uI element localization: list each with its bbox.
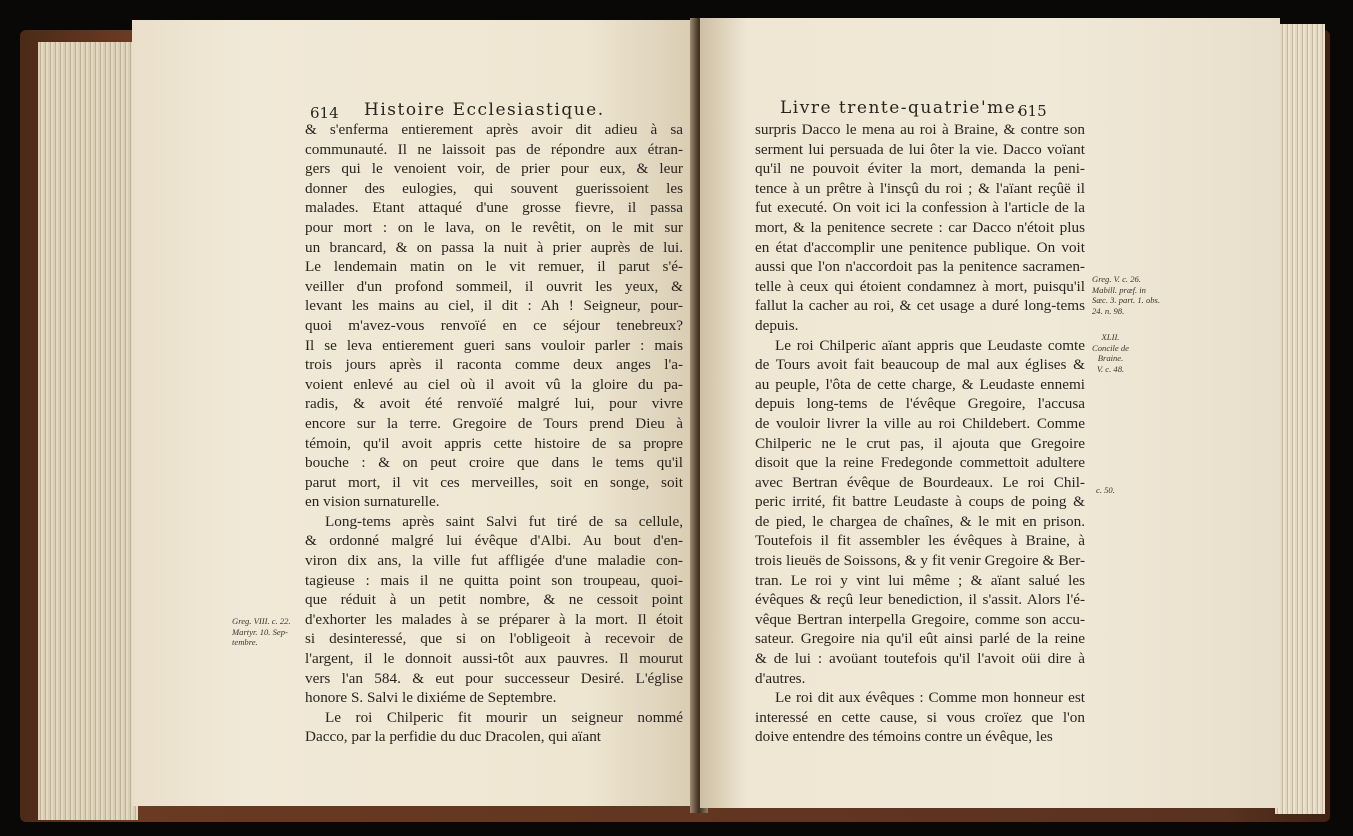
text-line: disoit que la reine Fredegonde commettoit adultere [755,454,1085,472]
text-line: Le roi dit aux évêques : Comme mon honneur est [775,689,1085,707]
text-line: fallut la cacher au roi, & cet usage a duré long-tems [755,297,1085,315]
text-line: si desinteressé, que si on l'obligeoit à recevoir de [305,630,683,648]
text-line: Le roi Chilperic aïant appris que Leudaste comte [775,336,1085,354]
text-line: serment lui persuada de lui ôter la vie. Dacco voïant [755,140,1085,158]
margin-note-line: Greg. V. c. 26. [1092,274,1141,284]
text-line: vers l'an 584. & eut pour successeur Desiré. L'église [305,669,683,687]
text-line: gers qui le venoient voir, de prier pour eux, & leur [305,160,683,178]
margin-note [1092,274,1160,316]
text-line: de Tours avoit fait beaucoup de mal aux églises & [755,356,1085,374]
text-line: en vision surnaturelle. [305,493,440,511]
text-line: encore sur la terre. Gregoire de Tours prend Dieu à [305,414,683,432]
margin-note [232,616,291,648]
text-line: mort, & la penitence secrete : car Dacco n'étoit plus [755,218,1085,236]
text-line: trois lieuës de Soissons, & y fit venir Gregoire & Ber- [755,552,1085,570]
body-text [755,120,1085,747]
text-line: communauté. Il ne laissoit pas de répondre aux étran- [305,140,683,158]
text-line: témoin, qu'il avoit appris cette histoire de sa propre [305,434,683,452]
text-line: voient enlevé au ciel où il avoit vû la gloire du pa- [305,375,683,393]
margin-note [1092,332,1129,374]
text-line: depuis. [755,316,799,334]
running-head: Livre trente-quatrie'me. [780,98,1024,118]
text-line: viron dix ans, la ville fut affligée d'une maladie con- [305,552,683,570]
text-line: Il se leva entierement gueri sans vouloir parler : mais [305,336,683,354]
margin-note [1096,485,1115,496]
text-line: fut executé. On voit ici la confession à l'article de la [755,199,1085,217]
text-line: tran. Le roi y vint lui même ; & aïant salué les [755,571,1085,589]
running-head: Histoire Ecclesiastique. [364,100,605,120]
text-line: & ordonné malgré lui évêque d'Albi. Au bout d'en- [305,532,683,550]
text-line: bouche : & on peut croire que dans le tems qu'il [305,454,683,472]
margin-note-line: XLII. [1101,332,1120,342]
margin-note-line: c. 50. [1096,485,1115,495]
text-line: pour mort : on le lava, on le revêtit, on le mit sur [305,218,683,236]
page-number: 615 [1018,102,1047,120]
text-line: au peuple, l'ôta de cette charge, & Leudaste ennemi [755,375,1085,393]
text-line: de pied, le chargea de chaînes, & le mit en prison. [755,512,1085,530]
text-line: aussi que l'on n'accordoit pas la penitence sacramen- [755,258,1085,276]
text-line: avec Bertran évêque de Bourdeaux. Le roi Chil- [755,473,1085,491]
margin-note-line: tembre. [232,637,258,647]
text-line: radis, & avoit été renvoïé malgré lui, pour vivre [305,395,683,413]
text-line: doive entendre des témoins contre un évêque, les [755,728,1053,746]
body-text [305,120,683,747]
text-line: tence à un prêtre à l'insçû du roi ; & l'aïant reçûë il [755,179,1085,197]
text-line: l'argent, il le donnoit aussi-tôt aux pauvres. Il mourut [305,650,683,668]
text-line: depuis long-tems de l'évêque Gregoire, l'accusa [755,395,1085,413]
text-line: d'exhorter les malades à se préparer à la mort. Il étoit [305,610,683,628]
left-page [132,20,697,806]
margin-note-line: Braine. [1097,353,1124,363]
text-line: Long-tems après saint Salvi fut tiré de sa cellule, [325,512,683,530]
text-line: & s'enferma entierement après avoir dit adieu à sa [305,121,683,138]
margin-note-line: Sæc. 3. part. 1. obs. [1092,295,1161,305]
margin-note-line: 24. n. 98. [1092,305,1125,316]
margin-note-line: Greg. VIII. c. 22. [232,616,291,626]
text-line: évêques & reçû leur benediction, il s'assit. Alors l'é- [755,591,1085,609]
margin-note-line: Martyr. 10. Sep- [232,626,288,637]
text-line: en état d'accomplir une penitence publique. On voit [755,238,1085,256]
margin-note-line: V. c. 48. [1096,363,1125,374]
text-line: un brancard, & on passa la nuit à prier auprès de lui. [305,238,683,256]
text-line: surpris Dacco le mena au roi à Braine, & contre son [755,121,1085,138]
text-line: tagieuse : mais il ne quitta point son troupeau, quoi- [305,571,683,589]
text-line: de vouloir livrer la ville au roi Childebert. Comme [755,414,1085,432]
text-line: parut mort, il vit ces merveilles, soit en songe, soit [305,473,683,491]
text-line: honore S. Salvi le dixiéme de Septembre. [305,689,557,707]
text-line: trois jours après il raconta comme deux anges l'a- [305,356,683,374]
text-line: peric irrité, fit battre Leudaste à coups de poing & [755,493,1085,511]
margin-note-line: Concile de [1092,342,1129,353]
text-line: interessé en cette cause, si vous croïez que l'on [755,708,1085,726]
page-edges-left [38,42,138,820]
text-line: sateur. Gregoire nia qu'il eût ainsi parlé de la reine [755,630,1085,648]
text-line: Chilperic ne le crut pas, il ajouta que Gregoire [755,434,1085,452]
text-line: veiller d'un profond sommeil, il ouvrit les yeux, & [305,277,683,295]
page-number: 614 [310,104,339,122]
text-line: levant les mains au ciel, il dit : Ah ! Seigneur, pour- [305,297,683,315]
right-page [700,18,1280,808]
margin-note-line: Mabill. præf. in [1092,284,1146,295]
text-line: Le lendemain matin on le vit remuer, il parut s'é- [305,258,683,276]
text-line: donner des eulogies, qui souvent guerissoient les [305,179,683,197]
text-line: vêque Bertran interpella Gregoire, comme son accu- [755,610,1085,628]
text-line: telle à ceux qui étoient condamnez à mort, puisqu'il [755,277,1085,295]
text-line: & de lui : avoüant toutefois qu'il l'avoit oüi dire à [755,650,1085,668]
text-line: malades. Etant attaqué d'une grosse fievre, il passa [305,199,683,217]
page-edges-right [1275,24,1325,814]
text-line: Toutefois il fit assembler les évêques à Braine, à [755,532,1085,550]
text-line: Dacco, par la perfidie du duc Dracolen, qui aïant [305,728,602,746]
text-line: qu'il ne pouvoit éviter la mort, demanda la peni- [755,160,1085,178]
text-line: Le roi Chilperic fit mourir un seigneur nommé [325,708,683,726]
text-line: d'autres. [755,669,806,687]
text-line: quoi m'avez-vous renvoïé en ce séjour tenebreux? [305,316,683,334]
text-line: que réduit à un petit nombre, & ne cessoit point [305,591,683,609]
